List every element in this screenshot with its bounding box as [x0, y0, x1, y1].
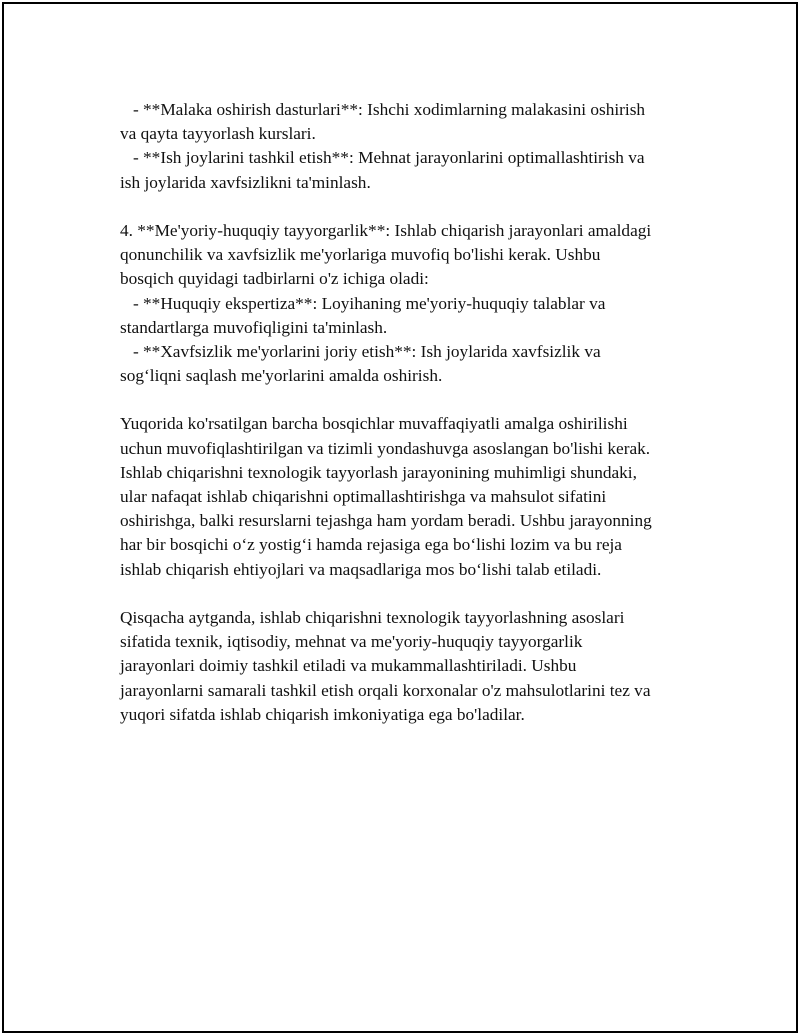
paragraph-line: Qisqacha aytganda, ishlab chiqarishni texnologik tayyorlashning asoslari	[120, 607, 625, 627]
list-item-ish-joylari-continued: ish joylarida xavfsizlikni ta'minlash.	[120, 172, 371, 192]
paragraph-summary	[120, 412, 710, 581]
paragraph-line: Ishlab chiqarishni texnologik tayyorlash jarayonining muhimligi shundaki,	[120, 462, 637, 482]
list-item-huquqiy-ekspertiza: - **Huquqiy ekspertiza**: Loyihaning me'yoriy-huquqiy talablar va	[120, 293, 606, 313]
section-heading-line: 4. **Me'yoriy-huquqiy tayyorgarlik**: Ishlab chiqarish jarayonlari amaldagi	[120, 220, 652, 240]
paragraph-line: jarayonlarni samarali tashkil etish orqali korxonalar o'z mahsulotlarini tez va	[120, 680, 651, 700]
paragraph-line: ular nafaqat ishlab chiqarishni optimallashtirishga va mahsulot sifatini	[120, 487, 607, 506]
list-item-xavfsizlik-continued: sog‘liqni saqlash me'yorlarini amalda oshirish.	[120, 366, 443, 386]
paragraph-line: sifatida texnik, iqtisodiy, mehnat va me'yoriy-huquqiy tayyorgarlik	[120, 632, 583, 652]
paragraph-line: uchun muvofiqlashtirilgan va tizimli yondashuvga asoslangan bo'lishi kerak.	[120, 438, 651, 458]
list-item-ish-joylari: - **Ish joylarini tashkil etish**: Mehnat jarayonlarini optimallashtirish va	[120, 148, 645, 168]
paragraph-gap	[120, 582, 710, 606]
paragraph-line: Yuqorida ko'rsatilgan barcha bosqichlar muvaffaqiyatli amalga oshirilishi	[120, 414, 628, 434]
paragraph-line: jarayonlari doimiy tashkil etiladi va mukammallashtiriladi. Ushbu	[120, 656, 577, 676]
paragraph-line: bosqich quyidagi tadbirlarni o'z ichiga oladi:	[120, 269, 429, 289]
list-block-qualification	[120, 98, 710, 195]
list-item-xavfsizlik: - **Xavfsizlik me'yorlarini joriy etish**: Ish joylarida xavfsizlik va	[120, 341, 601, 361]
paragraph-line: qonunchilik va xavfsizlik me'yorlariga muvofiq bo'lishi kerak. Ushbu	[120, 245, 601, 265]
paragraph-line: har bir bosqichi o‘z yostig‘i hamda rejasiga ega bo‘lishi lozim va bu reja	[120, 535, 622, 555]
paragraph-gap	[120, 388, 710, 412]
paragraph-gap	[120, 195, 710, 219]
document-body	[120, 98, 710, 727]
section-4-normative-legal	[120, 219, 710, 388]
page-frame	[2, 2, 798, 1033]
list-item-malaka-oshirish: - **Malaka oshirish dasturlari**: Ishchi xodimlarning malakasini oshirish	[120, 100, 646, 119]
list-item-huquqiy-ekspertiza-continued: standartlarga muvofiqligini ta'minlash.	[120, 317, 388, 337]
paragraph-line: yuqori sifatda ishlab chiqarish imkoniyatiga ega bo'ladilar.	[120, 704, 525, 724]
list-item-malaka-oshirish-continued: va qayta tayyorlash kurslari.	[120, 124, 316, 144]
paragraph-conclusion	[120, 606, 710, 727]
paragraph-line: ishlab chiqarish ehtiyojlari va maqsadlariga mos bo‘lishi talab etiladi.	[120, 559, 602, 579]
paragraph-line: oshirishga, balki resurslarni tejashga ham yordam beradi. Ushbu jarayonning	[120, 511, 652, 531]
